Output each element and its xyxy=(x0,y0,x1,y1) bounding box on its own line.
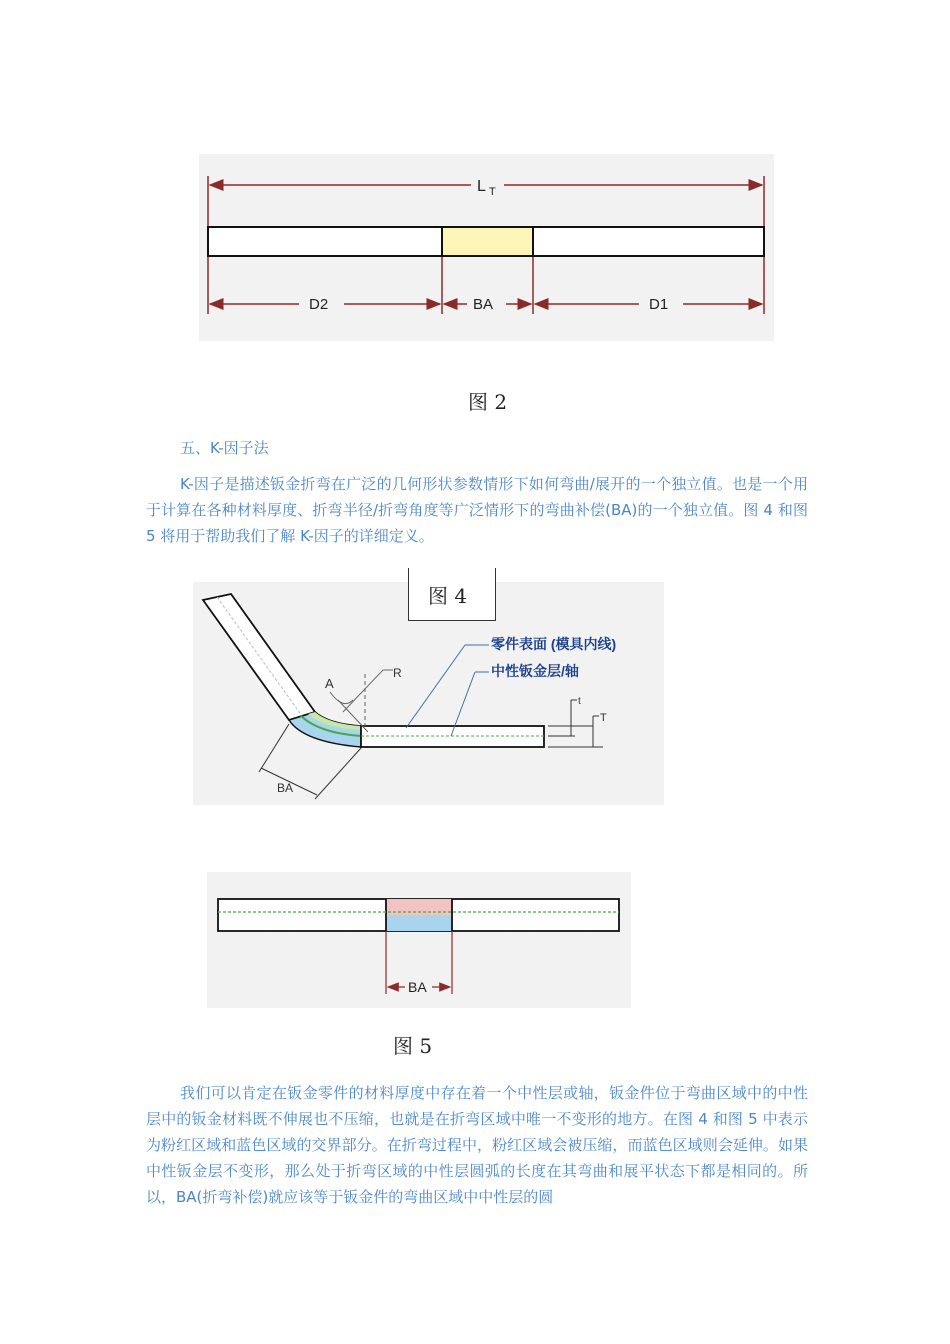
figure-5-ba-label: BA xyxy=(408,979,427,995)
surface-label: 零件表面 (模具内线) xyxy=(491,636,617,652)
ba-ext-left xyxy=(259,724,289,772)
angle-a-label: A xyxy=(325,676,334,691)
section-heading: 五、K-因子法 xyxy=(180,439,269,457)
figure-5 xyxy=(207,872,631,1008)
lt-subscript: T xyxy=(489,186,496,198)
angle-arc xyxy=(330,692,353,704)
figure-4-ba-label: BA xyxy=(277,781,294,795)
t-big-label: T xyxy=(600,712,607,724)
paragraph-2 xyxy=(146,1080,808,1210)
d1-label: D1 xyxy=(649,296,669,313)
radius-r-label: R xyxy=(393,666,402,680)
figure-4-caption: 图 4 xyxy=(428,584,468,608)
neutral-label: 中性钣金层/轴 xyxy=(491,663,579,679)
figure-4-caption-box xyxy=(408,568,496,621)
figure-5-caption: 图 5 xyxy=(393,1034,433,1058)
blue-zone xyxy=(386,915,452,931)
paragraph-1 xyxy=(146,471,808,549)
figure-5-diagram xyxy=(207,872,631,1008)
t-small-label: t xyxy=(578,696,581,707)
paragraph-2-text: 我们可以肯定在钣金零件的材料厚度中存在着一个中性层或轴，钣金件位于弯曲区域中的中性层中的钣金材料既不伸展也不压缩，也就是在折弯区域中唯一不变形的地方。在图 4 和图 5 中表示为粉红区域和蓝色区域的交界部分。在折弯过程中，粉红区域会被压缩，而蓝色区域则会延伸。如果中性钣金层不变形，那么处于折弯区域的中性层圆弧的长度在其弯曲和展平状态下都是相同的。所以，BA(折弯补偿)就应该等于钣金件的弯曲区域中中性层的圆 xyxy=(146,1084,808,1206)
figure-2 xyxy=(199,154,774,341)
ba-label: BA xyxy=(473,296,494,313)
angled-flange xyxy=(203,594,315,720)
surface-leader xyxy=(406,645,465,728)
radius-leader xyxy=(343,670,383,712)
paragraph-1-text: K-因子是描述钣金折弯在广泛的几何形状参数情形下如何弯曲/展开的一个独立值。也是一个用于计算在各种材料厚度、折弯半径/折弯角度等广泛情形下的弯曲补偿(BA)的一个独立值。图 4 和图 5 将用于帮助我们了解 K-因子的详细定义。 xyxy=(146,475,808,545)
figure-2-caption: 图 2 xyxy=(468,390,508,414)
d2-label: D2 xyxy=(309,296,329,313)
ba-zone xyxy=(442,227,533,256)
figure-2-diagram xyxy=(199,154,774,341)
ba-ext-right xyxy=(315,748,361,799)
lt-label: L xyxy=(477,178,486,195)
